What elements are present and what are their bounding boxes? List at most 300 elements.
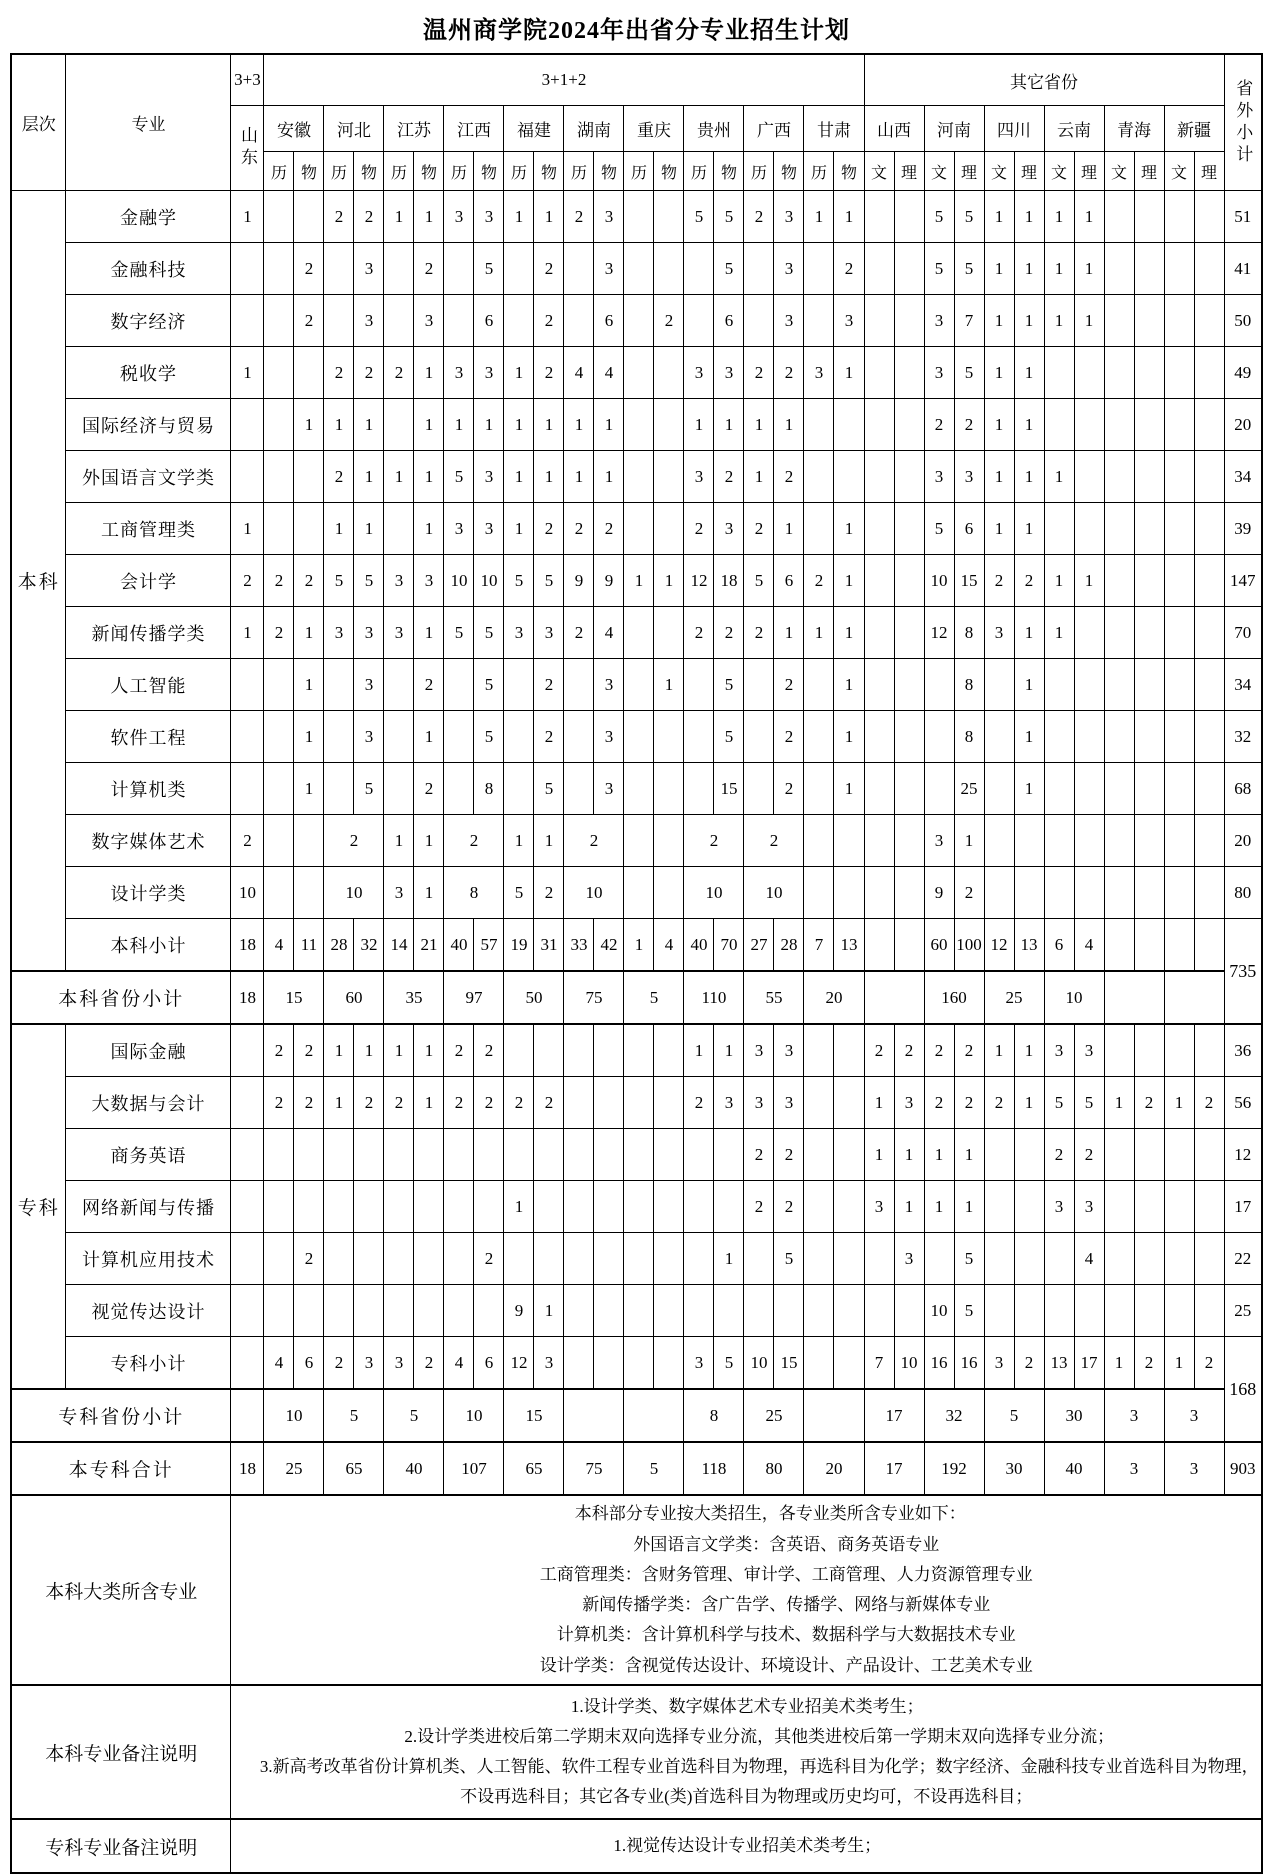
- value-cell: [231, 711, 264, 763]
- value-cell: [1104, 763, 1134, 815]
- value-cell: [894, 607, 924, 659]
- header-province: 河南: [924, 106, 984, 152]
- value-cell: [1134, 763, 1164, 815]
- value-cell: 4: [564, 347, 594, 399]
- province-subtotal-cell: 55: [744, 971, 804, 1024]
- value-cell: 11: [294, 919, 324, 972]
- value-cell: [744, 1285, 774, 1337]
- value-cell: [1164, 867, 1194, 919]
- value-cell: [654, 1233, 684, 1285]
- value-cell: [414, 1129, 444, 1181]
- value-cell: [684, 1129, 714, 1181]
- header-subject: 历: [504, 152, 534, 191]
- value-cell: [264, 867, 294, 919]
- value-cell: 1: [1014, 659, 1044, 711]
- value-cell: 3: [1044, 1024, 1074, 1077]
- value-cell: [624, 503, 654, 555]
- value-cell: 6: [774, 555, 804, 607]
- value-cell: 1: [354, 503, 384, 555]
- value-cell: 42: [594, 919, 624, 972]
- value-cell: [804, 711, 834, 763]
- header-province: 河北: [324, 106, 384, 152]
- value-cell: [231, 1129, 264, 1181]
- value-cell: [1104, 1233, 1134, 1285]
- value-cell: 3: [534, 1337, 564, 1390]
- value-cell: 1: [354, 1024, 384, 1077]
- value-cell: 1: [414, 451, 444, 503]
- value-cell: [354, 1233, 384, 1285]
- value-cell: 3: [504, 607, 534, 659]
- value-cell: [474, 1181, 504, 1233]
- value-cell: 1: [504, 191, 534, 243]
- value-cell: 1: [984, 503, 1014, 555]
- value-cell: 1: [534, 451, 564, 503]
- value-cell: 9: [564, 555, 594, 607]
- value-cell: [264, 347, 294, 399]
- value-cell: 2: [294, 1024, 324, 1077]
- value-cell: 1: [414, 867, 444, 919]
- value-cell: 1: [804, 191, 834, 243]
- value-cell: 1: [414, 503, 444, 555]
- value-cell: 1: [504, 399, 534, 451]
- value-cell: [474, 1129, 504, 1181]
- value-cell: 1: [834, 711, 864, 763]
- value-cell: 5: [1074, 1077, 1104, 1129]
- value-cell: 8: [954, 607, 984, 659]
- value-cell: 5: [444, 451, 474, 503]
- value-cell: [1134, 1181, 1164, 1233]
- value-cell: [564, 1337, 594, 1390]
- value-cell: 5: [354, 555, 384, 607]
- value-cell: [1134, 1233, 1164, 1285]
- value-cell: 3: [594, 711, 624, 763]
- value-cell: [684, 711, 714, 763]
- value-cell: [1074, 659, 1104, 711]
- value-cell: 3: [384, 867, 414, 919]
- value-cell: 2: [534, 295, 564, 347]
- value-cell: 15: [774, 1337, 804, 1390]
- value-cell: [894, 919, 924, 972]
- value-cell: 5: [714, 191, 744, 243]
- value-cell: [384, 243, 414, 295]
- row-label: 人工智能: [66, 659, 231, 711]
- value-cell: 2: [474, 1077, 504, 1129]
- value-cell: [1134, 399, 1164, 451]
- header-subject: 物: [714, 152, 744, 191]
- value-cell: 1: [294, 607, 324, 659]
- value-cell: [1014, 1285, 1044, 1337]
- value-cell: 2: [594, 503, 624, 555]
- row-total-cell: 20: [1224, 815, 1262, 867]
- value-cell: [1074, 763, 1104, 815]
- value-cell: [1134, 867, 1164, 919]
- value-cell: [564, 1024, 594, 1077]
- table-row: [11, 1024, 1262, 1077]
- value-cell: 1: [384, 451, 414, 503]
- value-cell: 17: [1074, 1337, 1104, 1390]
- value-cell: [624, 1337, 654, 1390]
- value-cell: [564, 1129, 594, 1181]
- value-cell: [654, 1129, 684, 1181]
- value-cell: [834, 1077, 864, 1129]
- value-cell: [684, 1181, 714, 1233]
- value-cell: 10: [231, 867, 264, 919]
- header-province: 新疆: [1164, 106, 1224, 152]
- value-cell: [1014, 1129, 1044, 1181]
- value-cell: [1194, 1129, 1224, 1181]
- value-cell: [1194, 815, 1224, 867]
- value-cell: 6: [954, 503, 984, 555]
- value-cell: [414, 1181, 444, 1233]
- value-cell: 2: [564, 815, 624, 867]
- value-cell: [474, 1285, 504, 1337]
- value-cell: [294, 1181, 324, 1233]
- row-label: 视觉传达设计: [66, 1285, 231, 1337]
- value-cell: 3: [414, 555, 444, 607]
- value-cell: [984, 1285, 1014, 1337]
- value-cell: [654, 867, 684, 919]
- value-cell: [804, 867, 834, 919]
- value-cell: [864, 867, 894, 919]
- value-cell: 3: [534, 607, 564, 659]
- header-major: 专业: [66, 54, 231, 191]
- value-cell: [294, 1285, 324, 1337]
- value-cell: 1: [414, 607, 444, 659]
- value-cell: 1: [534, 815, 564, 867]
- value-cell: [534, 1181, 564, 1233]
- value-cell: [534, 1233, 564, 1285]
- value-cell: 1: [924, 1129, 954, 1181]
- value-cell: [1104, 815, 1134, 867]
- value-cell: 60: [924, 919, 954, 972]
- province-subtotal-label: 专科省份小计: [11, 1389, 231, 1442]
- value-cell: 1: [1014, 607, 1044, 659]
- value-cell: [1164, 815, 1194, 867]
- value-cell: [804, 659, 834, 711]
- value-cell: [864, 347, 894, 399]
- value-cell: 100: [954, 919, 984, 972]
- header-subject: 理: [954, 152, 984, 191]
- row-total-cell: 80: [1224, 867, 1262, 919]
- value-cell: 2: [744, 1129, 774, 1181]
- table-row: [11, 243, 1262, 295]
- row-label: 软件工程: [66, 711, 231, 763]
- value-cell: [834, 451, 864, 503]
- value-cell: [744, 763, 774, 815]
- value-cell: [1134, 555, 1164, 607]
- value-cell: [594, 1181, 624, 1233]
- value-cell: [594, 1129, 624, 1181]
- table-row: [11, 763, 1262, 815]
- value-cell: [864, 711, 894, 763]
- value-cell: 1: [924, 1181, 954, 1233]
- value-cell: [804, 295, 834, 347]
- value-cell: [324, 1233, 354, 1285]
- province-subtotal-cell: 5: [324, 1389, 384, 1442]
- value-cell: 3: [774, 191, 804, 243]
- note-line: 本科部分专业按大类招生，各专业类所含专业如下：: [574, 1504, 966, 1524]
- value-cell: 1: [834, 191, 864, 243]
- value-cell: [444, 763, 474, 815]
- value-cell: [1104, 243, 1134, 295]
- value-cell: [624, 659, 654, 711]
- value-cell: 3: [384, 607, 414, 659]
- value-cell: 3: [354, 711, 384, 763]
- value-cell: [1044, 399, 1074, 451]
- value-cell: 1: [984, 295, 1014, 347]
- value-cell: [1164, 607, 1194, 659]
- value-cell: 1: [774, 503, 804, 555]
- value-cell: [384, 1285, 414, 1337]
- header-subject: 历: [624, 152, 654, 191]
- value-cell: [384, 295, 414, 347]
- value-cell: [504, 1024, 534, 1077]
- row-total-cell: 50: [1224, 295, 1262, 347]
- value-cell: 5: [474, 711, 504, 763]
- value-cell: 3: [594, 191, 624, 243]
- value-cell: 2: [534, 867, 564, 919]
- value-cell: 5: [714, 243, 744, 295]
- note-line: 新闻传播学类：含广告学、传播学、网络与新媒体专业: [582, 1595, 991, 1614]
- value-cell: [684, 295, 714, 347]
- value-cell: 1: [1104, 1337, 1134, 1390]
- value-cell: 4: [264, 919, 294, 972]
- value-cell: [624, 1077, 654, 1129]
- value-cell: 5: [474, 243, 504, 295]
- value-cell: [654, 347, 684, 399]
- value-cell: [231, 1233, 264, 1285]
- row-total-cell: 49: [1224, 347, 1262, 399]
- value-cell: [1074, 607, 1104, 659]
- value-cell: 1: [834, 607, 864, 659]
- row-label: 会计学: [66, 555, 231, 607]
- value-cell: [1134, 503, 1164, 555]
- value-cell: [444, 1285, 474, 1337]
- value-cell: [231, 295, 264, 347]
- row-label: 外国语言文学类: [66, 451, 231, 503]
- value-cell: 33: [564, 919, 594, 972]
- value-cell: [231, 763, 264, 815]
- value-cell: 28: [324, 919, 354, 972]
- value-cell: [714, 1129, 744, 1181]
- value-cell: 5: [924, 191, 954, 243]
- value-cell: [324, 295, 354, 347]
- value-cell: 14: [384, 919, 414, 972]
- value-cell: 18: [231, 919, 264, 972]
- value-cell: 1: [684, 1024, 714, 1077]
- value-cell: 10: [474, 555, 504, 607]
- province-subtotal-cell: 18: [231, 971, 264, 1024]
- note-line: 1.视觉传达设计专业招美术类考生；: [613, 1835, 882, 1855]
- header-subject: 理: [1014, 152, 1044, 191]
- value-cell: [684, 1285, 714, 1337]
- value-cell: [804, 243, 834, 295]
- header-subject: 物: [654, 152, 684, 191]
- value-cell: [264, 451, 294, 503]
- value-cell: [444, 1129, 474, 1181]
- value-cell: [1044, 763, 1074, 815]
- value-cell: 2: [684, 1077, 714, 1129]
- value-cell: [654, 1181, 684, 1233]
- value-cell: 10: [744, 1337, 774, 1390]
- value-cell: 2: [474, 1233, 504, 1285]
- value-cell: [1164, 1233, 1194, 1285]
- table-row: [11, 295, 1262, 347]
- value-cell: 1: [714, 1024, 744, 1077]
- value-cell: [1194, 503, 1224, 555]
- value-cell: 2: [264, 1024, 294, 1077]
- value-cell: 1: [744, 399, 774, 451]
- value-cell: [1014, 867, 1044, 919]
- value-cell: 1: [414, 347, 444, 399]
- province-subtotal-cell: 5: [624, 971, 684, 1024]
- table-header: [11, 54, 1262, 191]
- value-cell: 2: [774, 659, 804, 711]
- value-cell: [264, 1129, 294, 1181]
- value-cell: [834, 1285, 864, 1337]
- value-cell: [264, 1181, 294, 1233]
- table-row: [11, 451, 1262, 503]
- section-label-zhuanke: 专科: [11, 1024, 66, 1389]
- value-cell: 2: [834, 243, 864, 295]
- table-row: [11, 607, 1262, 659]
- value-cell: 1: [504, 1181, 534, 1233]
- table-row: [11, 1129, 1262, 1181]
- value-cell: 1: [954, 815, 984, 867]
- value-cell: 6: [714, 295, 744, 347]
- value-cell: [1134, 1129, 1164, 1181]
- value-cell: 1: [984, 347, 1014, 399]
- value-cell: [231, 1024, 264, 1077]
- value-cell: 25: [954, 763, 984, 815]
- shandong-vertical-text: 山东: [237, 126, 257, 170]
- value-cell: [294, 503, 324, 555]
- value-cell: [504, 295, 534, 347]
- value-cell: [804, 1233, 834, 1285]
- value-cell: 2: [1074, 1129, 1104, 1181]
- value-cell: 4: [444, 1337, 474, 1390]
- value-cell: [534, 1024, 564, 1077]
- value-cell: 6: [1044, 919, 1074, 972]
- value-cell: 1: [1074, 295, 1104, 347]
- value-cell: 2: [534, 347, 564, 399]
- value-cell: 10: [564, 867, 624, 919]
- value-cell: 2: [894, 1024, 924, 1077]
- value-cell: 3: [924, 295, 954, 347]
- value-cell: 1: [504, 815, 534, 867]
- value-cell: [1044, 867, 1074, 919]
- value-cell: [1134, 1285, 1164, 1337]
- header-province: 四川: [984, 106, 1044, 152]
- province-subtotal-cell: 5: [984, 1389, 1044, 1442]
- header-subject: 文: [1044, 152, 1074, 191]
- header-subject: 物: [414, 152, 444, 191]
- value-cell: [264, 1233, 294, 1285]
- header-subject: 历: [324, 152, 354, 191]
- value-cell: 2: [564, 607, 594, 659]
- row-total-cell: 51: [1224, 191, 1262, 243]
- note-row: [11, 1819, 1262, 1873]
- value-cell: 3: [414, 295, 444, 347]
- row-total-cell: 36: [1224, 1024, 1262, 1077]
- value-cell: [1104, 711, 1134, 763]
- value-cell: [1044, 347, 1074, 399]
- value-cell: [231, 1285, 264, 1337]
- value-cell: 2: [774, 763, 804, 815]
- value-cell: 2: [294, 1077, 324, 1129]
- value-cell: [804, 399, 834, 451]
- value-cell: 2: [1134, 1337, 1164, 1390]
- value-cell: 1: [324, 1077, 354, 1129]
- value-cell: [1164, 711, 1194, 763]
- value-cell: [231, 1337, 264, 1390]
- value-cell: [414, 1233, 444, 1285]
- value-cell: 1: [294, 399, 324, 451]
- value-cell: [1074, 711, 1104, 763]
- value-cell: 1: [414, 399, 444, 451]
- value-cell: [294, 1129, 324, 1181]
- header-subject: 文: [1164, 152, 1194, 191]
- value-cell: 12: [924, 607, 954, 659]
- value-cell: 15: [714, 763, 744, 815]
- grand-total-sum-cell: 903: [1224, 1442, 1262, 1495]
- value-cell: 10: [744, 867, 804, 919]
- row-label: 网络新闻与传播: [66, 1181, 231, 1233]
- value-cell: 2: [534, 711, 564, 763]
- value-cell: 2: [684, 815, 744, 867]
- value-cell: 3: [474, 347, 504, 399]
- value-cell: 4: [594, 347, 624, 399]
- province-subtotal-cell: 8: [684, 1389, 744, 1442]
- value-cell: 4: [1074, 1233, 1104, 1285]
- value-cell: 1: [864, 1077, 894, 1129]
- value-cell: 1: [594, 399, 624, 451]
- value-cell: 8: [444, 867, 504, 919]
- row-total-cell: 34: [1224, 451, 1262, 503]
- value-cell: 1: [231, 191, 264, 243]
- value-cell: [324, 763, 354, 815]
- note-line: 外国语言文学类：含英语、商务英语专业: [633, 1534, 940, 1554]
- value-cell: [1194, 919, 1224, 972]
- value-cell: [384, 711, 414, 763]
- value-cell: [864, 763, 894, 815]
- value-cell: 13: [834, 919, 864, 972]
- value-cell: 2: [444, 815, 504, 867]
- value-cell: [1104, 295, 1134, 347]
- header-province: 青海: [1104, 106, 1164, 152]
- value-cell: 1: [1014, 503, 1044, 555]
- value-cell: 2: [294, 1233, 324, 1285]
- value-cell: [504, 763, 534, 815]
- header-province: 山西: [864, 106, 924, 152]
- value-cell: [1104, 1024, 1134, 1077]
- value-cell: 3: [984, 1337, 1014, 1390]
- value-cell: 1: [834, 763, 864, 815]
- value-cell: [984, 1129, 1014, 1181]
- value-cell: [1074, 867, 1104, 919]
- value-cell: [264, 191, 294, 243]
- value-cell: 1: [774, 399, 804, 451]
- value-cell: 2: [804, 555, 834, 607]
- value-cell: [354, 1129, 384, 1181]
- value-cell: [1134, 347, 1164, 399]
- value-cell: 3: [594, 659, 624, 711]
- value-cell: [1164, 295, 1194, 347]
- value-cell: 2: [534, 243, 564, 295]
- value-cell: [1164, 399, 1194, 451]
- value-cell: 2: [984, 1077, 1014, 1129]
- row-label: 国际金融: [66, 1024, 231, 1077]
